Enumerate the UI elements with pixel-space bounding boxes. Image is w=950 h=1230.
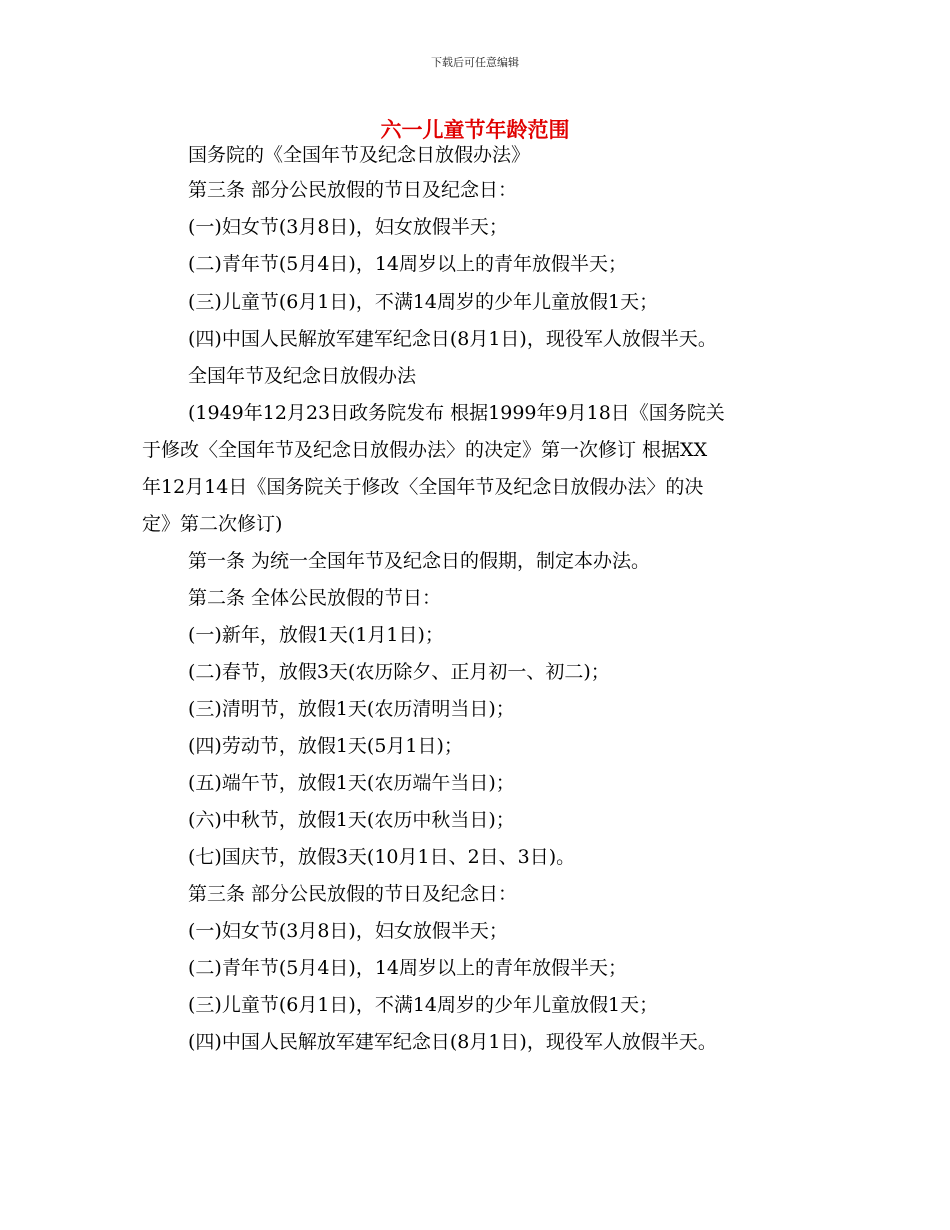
body-line: 第三条 部分公民放假的节日及纪念日： bbox=[188, 883, 518, 905]
body-line: (四)中国人民解放军建军纪念日(8月1日)，现役军人放假半天。 bbox=[188, 1031, 717, 1053]
body-line: (四)中国人民解放军建军纪念日(8月1日)，现役军人放假半天。 bbox=[188, 328, 717, 350]
body-line: (七)国庆节，放假3天(10月1日、2日、3日)。 bbox=[188, 846, 576, 868]
body-line: (一)妇女节(3月8日)，妇女放假半天； bbox=[188, 920, 508, 942]
body-line: 年12月14日《国务院关于修改〈全国年节及纪念日放假办法〉的决 bbox=[142, 476, 704, 498]
body-line: (二)青年节(5月4日)，14周岁以上的青年放假半天； bbox=[188, 957, 628, 979]
document-title: 六一儿童节年龄范围 bbox=[380, 117, 570, 142]
body-line: (三)儿童节(6月1日)，不满14周岁的少年儿童放假1天； bbox=[188, 994, 659, 1016]
body-line: (四)劳动节，放假1天(5月1日)； bbox=[188, 735, 463, 757]
body-line: 全国年节及纪念日放假办法 bbox=[188, 365, 417, 387]
body-line: (1949年12月23日政务院发布 根据1999年9月18日《国务院关 bbox=[188, 402, 725, 424]
body-line: (六)中秋节，放假1天(农历中秋当日)； bbox=[188, 809, 515, 831]
body-line: (二)青年节(5月4日)，14周岁以上的青年放假半天； bbox=[188, 253, 628, 275]
body-line: (一)新年，放假1天(1月1日)； bbox=[188, 624, 444, 646]
body-line: (一)妇女节(3月8日)，妇女放假半天； bbox=[188, 216, 508, 238]
body-line: (三)清明节，放假1天(农历清明当日)； bbox=[188, 698, 515, 720]
body-line: 定》第二次修订) bbox=[142, 513, 283, 535]
body-line: (三)儿童节(6月1日)，不满14周岁的少年儿童放假1天； bbox=[188, 291, 659, 313]
body-line: 第三条 部分公民放假的节日及纪念日： bbox=[188, 179, 518, 201]
body-line: 第二条 全体公民放假的节日： bbox=[188, 587, 442, 609]
body-line: (二)春节，放假3天(农历除夕、正月初一、初二)； bbox=[188, 661, 610, 683]
body-line: 于修改〈全国年节及纪念日放假办法〉的决定》第一次修订 根据XX bbox=[142, 439, 708, 461]
body-line: 第一条 为统一全国年节及纪念日的假期，制定本办法。 bbox=[188, 550, 651, 572]
body-line: 国务院的《全国年节及纪念日放假办法》 bbox=[188, 144, 531, 166]
page-header: 下载后可任意编辑 bbox=[431, 56, 519, 69]
body-line: (五)端午节，放假1天(农历端午当日)； bbox=[188, 772, 515, 794]
